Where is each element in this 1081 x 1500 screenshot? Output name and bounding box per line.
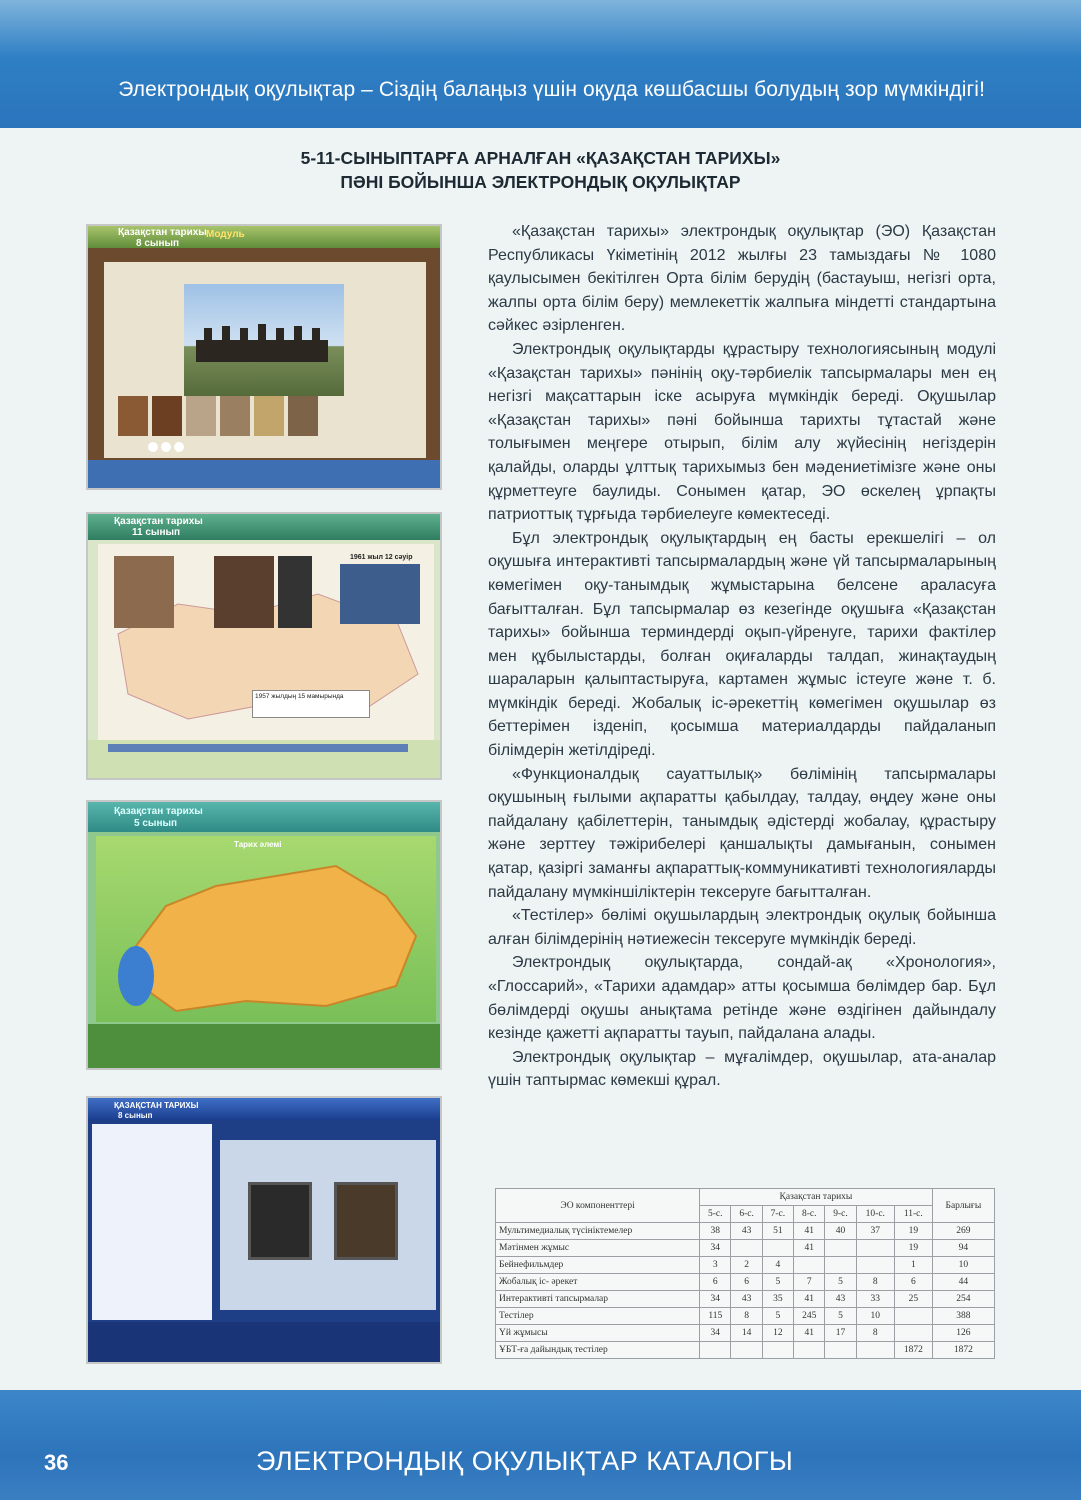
header-band: [0, 0, 1081, 128]
count-cell: 34: [700, 1325, 731, 1342]
count-cell: 6: [731, 1274, 762, 1291]
count-cell: [856, 1240, 894, 1257]
count-cell: 25: [894, 1291, 932, 1308]
table-header-row: [496, 1189, 995, 1206]
table-row: [496, 1240, 995, 1257]
screenshot-grade-8-module: [86, 224, 442, 490]
count-cell: [762, 1342, 793, 1359]
grade-header: 6-с.: [731, 1206, 762, 1223]
article-paragraph: Электрондық оқулықтарда, сондай-ақ «Хронология», «Глоссарий», «Тарихи адамдар» атты қосымша бөлімдер бар. Бұл бөлімдерді оқушы анықтама ретінде және өздігінен дайындалу кезінде қажетті ақпаратты тауып, пайдалана алады.: [488, 954, 996, 1043]
count-cell: [762, 1240, 793, 1257]
map-panel: [96, 836, 436, 1022]
grade-header: 11-с.: [894, 1206, 932, 1223]
portrait[interactable]: [254, 396, 284, 436]
count-cell: 3: [700, 1257, 731, 1274]
battle-image: [184, 284, 344, 396]
next-button[interactable]: [174, 442, 184, 452]
table-row: [496, 1257, 995, 1274]
header-components: ЭО компоненттері: [496, 1189, 700, 1223]
count-cell: 6: [700, 1274, 731, 1291]
answer-grid[interactable]: [88, 1322, 442, 1364]
count-cell: 5: [762, 1308, 793, 1325]
historic-portrait[interactable]: [248, 1182, 312, 1260]
portrait[interactable]: [152, 396, 182, 436]
app-title: Қазақстан тарихы: [118, 227, 207, 238]
component-name: Жобалық іс- әрекет: [496, 1274, 700, 1291]
table-row: [496, 1308, 995, 1325]
count-cell: 5: [825, 1274, 856, 1291]
count-cell: 35: [762, 1291, 793, 1308]
rocket-launch-image: [278, 556, 312, 628]
count-cell: 37: [856, 1223, 894, 1240]
count-cell: 17: [825, 1325, 856, 1342]
component-name: Мультимедиалық түсініктемелер: [496, 1223, 700, 1240]
count-cell: 38: [700, 1223, 731, 1240]
answer-panel: [88, 1024, 442, 1070]
total-cell: 1872: [932, 1342, 994, 1359]
screenshot-grade-8-persons: [86, 1096, 442, 1364]
count-cell: [856, 1257, 894, 1274]
count-cell: 5: [762, 1274, 793, 1291]
historic-portrait[interactable]: [334, 1182, 398, 1260]
count-cell: 115: [700, 1308, 731, 1325]
module-label: Модуль: [206, 229, 245, 240]
total-cell: 388: [932, 1308, 994, 1325]
count-cell: 2: [731, 1257, 762, 1274]
count-cell: 43: [731, 1223, 762, 1240]
portrait[interactable]: [186, 396, 216, 436]
count-cell: 41: [794, 1291, 825, 1308]
total-cell: 94: [932, 1240, 994, 1257]
table-row: [496, 1274, 995, 1291]
gagarin-image[interactable]: [340, 564, 420, 624]
header-total: Барлығы: [932, 1189, 994, 1223]
grade-header: 5-с.: [700, 1206, 731, 1223]
footer-band: [0, 1390, 1081, 1500]
count-cell: [700, 1342, 731, 1359]
count-cell: 10: [856, 1308, 894, 1325]
count-cell: 1: [894, 1257, 932, 1274]
screenshot-grade-5-map: [86, 800, 442, 1070]
article-paragraph: Электрондық оқулықтарды құрастыру технологиясының модулі «Қазақстан тарихы» пәнінің оқу-тәрбиелік тапсырмалары мен ең негізгі мақсаттарын іске асыруға мүмкіндік береді. Оқушылар «Қазақстан тарихы» пәні бойынша тарихты тұтастай және толығымен меңгере отырып, білім алу жүйесінің негіздерін қалайды, оларды ұлттық тарихымыз бен мәдениетімізге және оны құрметтеуге баулиды. Сонымен қатар, ЭО өскелең ұрпақты патриоттық тұрғыда тәрбиелеуге көмектеседі.: [488, 340, 996, 524]
count-cell: [825, 1257, 856, 1274]
count-cell: 4: [762, 1257, 793, 1274]
page-title-line-1: 5-11-СЫНЫПТАРҒА АРНАЛҒАН «ҚАЗАҚСТАН ТАРИХЫ»: [300, 148, 781, 168]
count-cell: [731, 1342, 762, 1359]
portrait[interactable]: [118, 396, 148, 436]
count-cell: 7: [794, 1274, 825, 1291]
date-caption: 1961 жыл 12 сәуір: [350, 554, 413, 561]
header-subject: Қазақстан тарихы: [700, 1189, 933, 1206]
grade-label: 8 сынып: [118, 1111, 153, 1120]
count-cell: 51: [762, 1223, 793, 1240]
count-cell: [894, 1325, 932, 1342]
grade-label: 8 сынып: [136, 238, 180, 249]
article-paragraph: «Тестілер» бөлімі оқушылардың электрондық оқулық бойынша алған білімдерінің нәтиежесін тексеруге мүмкіндік береді.: [488, 907, 996, 948]
grade-label: 5 сынып: [134, 818, 178, 829]
count-cell: 14: [731, 1325, 762, 1342]
map-caption: Тарих әлемі: [234, 840, 282, 849]
count-cell: 19: [894, 1240, 932, 1257]
count-cell: [794, 1342, 825, 1359]
article-paragraph: «Қазақстан тарихы» электрондық оқулықтар (ЭО) Қазақстан Республикасы Үкіметінің 2012 жылғы 23 тамыздағы № 1080 қаулысымен бекітілген Орта білім берудің (бастауыш, негізгі орта, жалпы орта білім беру) мемлекеттік жалпыға міндетті стандартына сәйкес әзірленген.: [488, 223, 996, 335]
screenshot-grade-11-map: [86, 512, 442, 780]
page-number: 36: [44, 1450, 69, 1475]
page-title-line-2: ПӘНІ БОЙЫНША ЭЛЕКТРОНДЫҚ ОҚУЛЫҚТАР: [340, 172, 741, 192]
grade-header: 7-с.: [762, 1206, 793, 1223]
app-title: ҚАЗАҚСТАН ТАРИХЫ: [114, 1101, 199, 1110]
article-body: [488, 220, 996, 1093]
count-cell: 8: [731, 1308, 762, 1325]
count-cell: 34: [700, 1240, 731, 1257]
article-paragraph: «Функционалдық сауаттылық» бөлімінің тапсырмалары оқушының ғылыми ақпаратты қабылдау, талдау, өңдеу және оны пайдалану қабілеттерін, танымдық әдістерді жобалау, құрастыру және зерттеу тәжірибелері қаншалықты дамығанын, сонымен қатар, қазіргі заманғы ақпараттық-коммуникативті технологияларды пайдалану мүмкіншіліктерін тексеруге бағытталған.: [488, 765, 996, 901]
grade-label: 11 сынып: [132, 527, 181, 538]
grade-header: 8-с.: [794, 1206, 825, 1223]
count-cell: [856, 1342, 894, 1359]
count-cell: 1872: [894, 1342, 932, 1359]
component-name: Бейнефильмдер: [496, 1257, 700, 1274]
event-callout: 1957 жылдың 15 мамырында: [252, 690, 370, 718]
contents-tree[interactable]: [92, 1124, 212, 1320]
count-cell: [825, 1342, 856, 1359]
portrait[interactable]: [220, 396, 250, 436]
prev-button[interactable]: [148, 442, 158, 452]
count-cell: 8: [856, 1325, 894, 1342]
total-cell: 10: [932, 1257, 994, 1274]
component-name: Интерактивті тапсырмалар: [496, 1291, 700, 1308]
portrait[interactable]: [288, 396, 318, 436]
count-cell: 245: [794, 1308, 825, 1325]
bottom-toolbar: [88, 460, 442, 490]
play-button[interactable]: [161, 442, 171, 452]
count-cell: 43: [731, 1291, 762, 1308]
components-table: [495, 1188, 995, 1359]
grade-header: 10-с.: [856, 1206, 894, 1223]
component-name: Мәтінмен жұмыс: [496, 1240, 700, 1257]
count-cell: 43: [825, 1291, 856, 1308]
count-cell: [825, 1240, 856, 1257]
count-cell: 6: [894, 1274, 932, 1291]
horsemen-illustration: [184, 284, 344, 396]
table-row: [496, 1291, 995, 1308]
count-cell: 40: [825, 1223, 856, 1240]
article-paragraph: Электрондық оқулықтар – мұғалімдер, оқушылар, ата-аналар үшін таптырмас көмекші құрал.: [488, 1048, 996, 1090]
table-row: [496, 1325, 995, 1342]
total-cell: 44: [932, 1274, 994, 1291]
total-cell: 269: [932, 1223, 994, 1240]
count-cell: 41: [794, 1223, 825, 1240]
component-name: Үй жұмысы: [496, 1325, 700, 1342]
grade-header: 9-с.: [825, 1206, 856, 1223]
total-cell: 254: [932, 1291, 994, 1308]
table-row: [496, 1342, 995, 1359]
timeline-controls: [88, 740, 442, 780]
table-body: [496, 1223, 995, 1359]
illustrated-map: [96, 836, 436, 1022]
count-cell: [794, 1257, 825, 1274]
page-title: [0, 146, 1081, 194]
timeline-scale[interactable]: [108, 744, 408, 752]
cosmonaut-portrait[interactable]: [214, 556, 274, 628]
catalog-title: ЭЛЕКТРОНДЫҚ ОҚУЛЫҚТАР КАТАЛОГЫ: [256, 1446, 794, 1476]
cosmonaut-portrait[interactable]: [114, 556, 174, 628]
article-paragraph: Бұл электрондық оқулықтардың ең басты ерекшелігі – ол оқушыға интерактивті тапсырмалардың және үй тапсырмаларының көмегімен оқу-танымдық жұмыстарына белсене араласуға бағытталған. Бұл тапсырмалар өз кезегінде оқушыға «Қазақстан тарихы» бойынша терминдерді оқып-үйренуге, тарихи фактілер мен құбылыстарды, болған оқиғаларды талдап, жинақтаудың шараларын қалыптастыруға, картамен жұмыс істеуге және т. б. мүмкіндік береді. Жобалық іс-әрекеттің көмегімен оқушылар өз беттерімен ізденіп, қосымша материалдарды пайдаланып білімдерін жетілдіреді.: [488, 529, 996, 760]
app-title: Қазақстан тарихы: [114, 806, 203, 817]
count-cell: 8: [856, 1274, 894, 1291]
count-cell: 12: [762, 1325, 793, 1342]
component-name: ҰБТ-ға дайындық тестілер: [496, 1342, 700, 1359]
portrait-strip: [118, 396, 318, 436]
total-cell: 126: [932, 1325, 994, 1342]
count-cell: 41: [794, 1325, 825, 1342]
component-name: Тестілер: [496, 1308, 700, 1325]
header-slogan: Электрондық оқулықтар – Сіздің балаңыз үшін оқуда көшбасшы болудың зор мүмкіндігі!: [118, 78, 985, 101]
count-cell: 19: [894, 1223, 932, 1240]
count-cell: 33: [856, 1291, 894, 1308]
count-cell: 5: [825, 1308, 856, 1325]
app-title: Қазақстан тарихы: [114, 516, 203, 527]
count-cell: [731, 1240, 762, 1257]
count-cell: [894, 1308, 932, 1325]
table-row: [496, 1223, 995, 1240]
nav-controls: [148, 442, 184, 452]
count-cell: 41: [794, 1240, 825, 1257]
count-cell: 34: [700, 1291, 731, 1308]
